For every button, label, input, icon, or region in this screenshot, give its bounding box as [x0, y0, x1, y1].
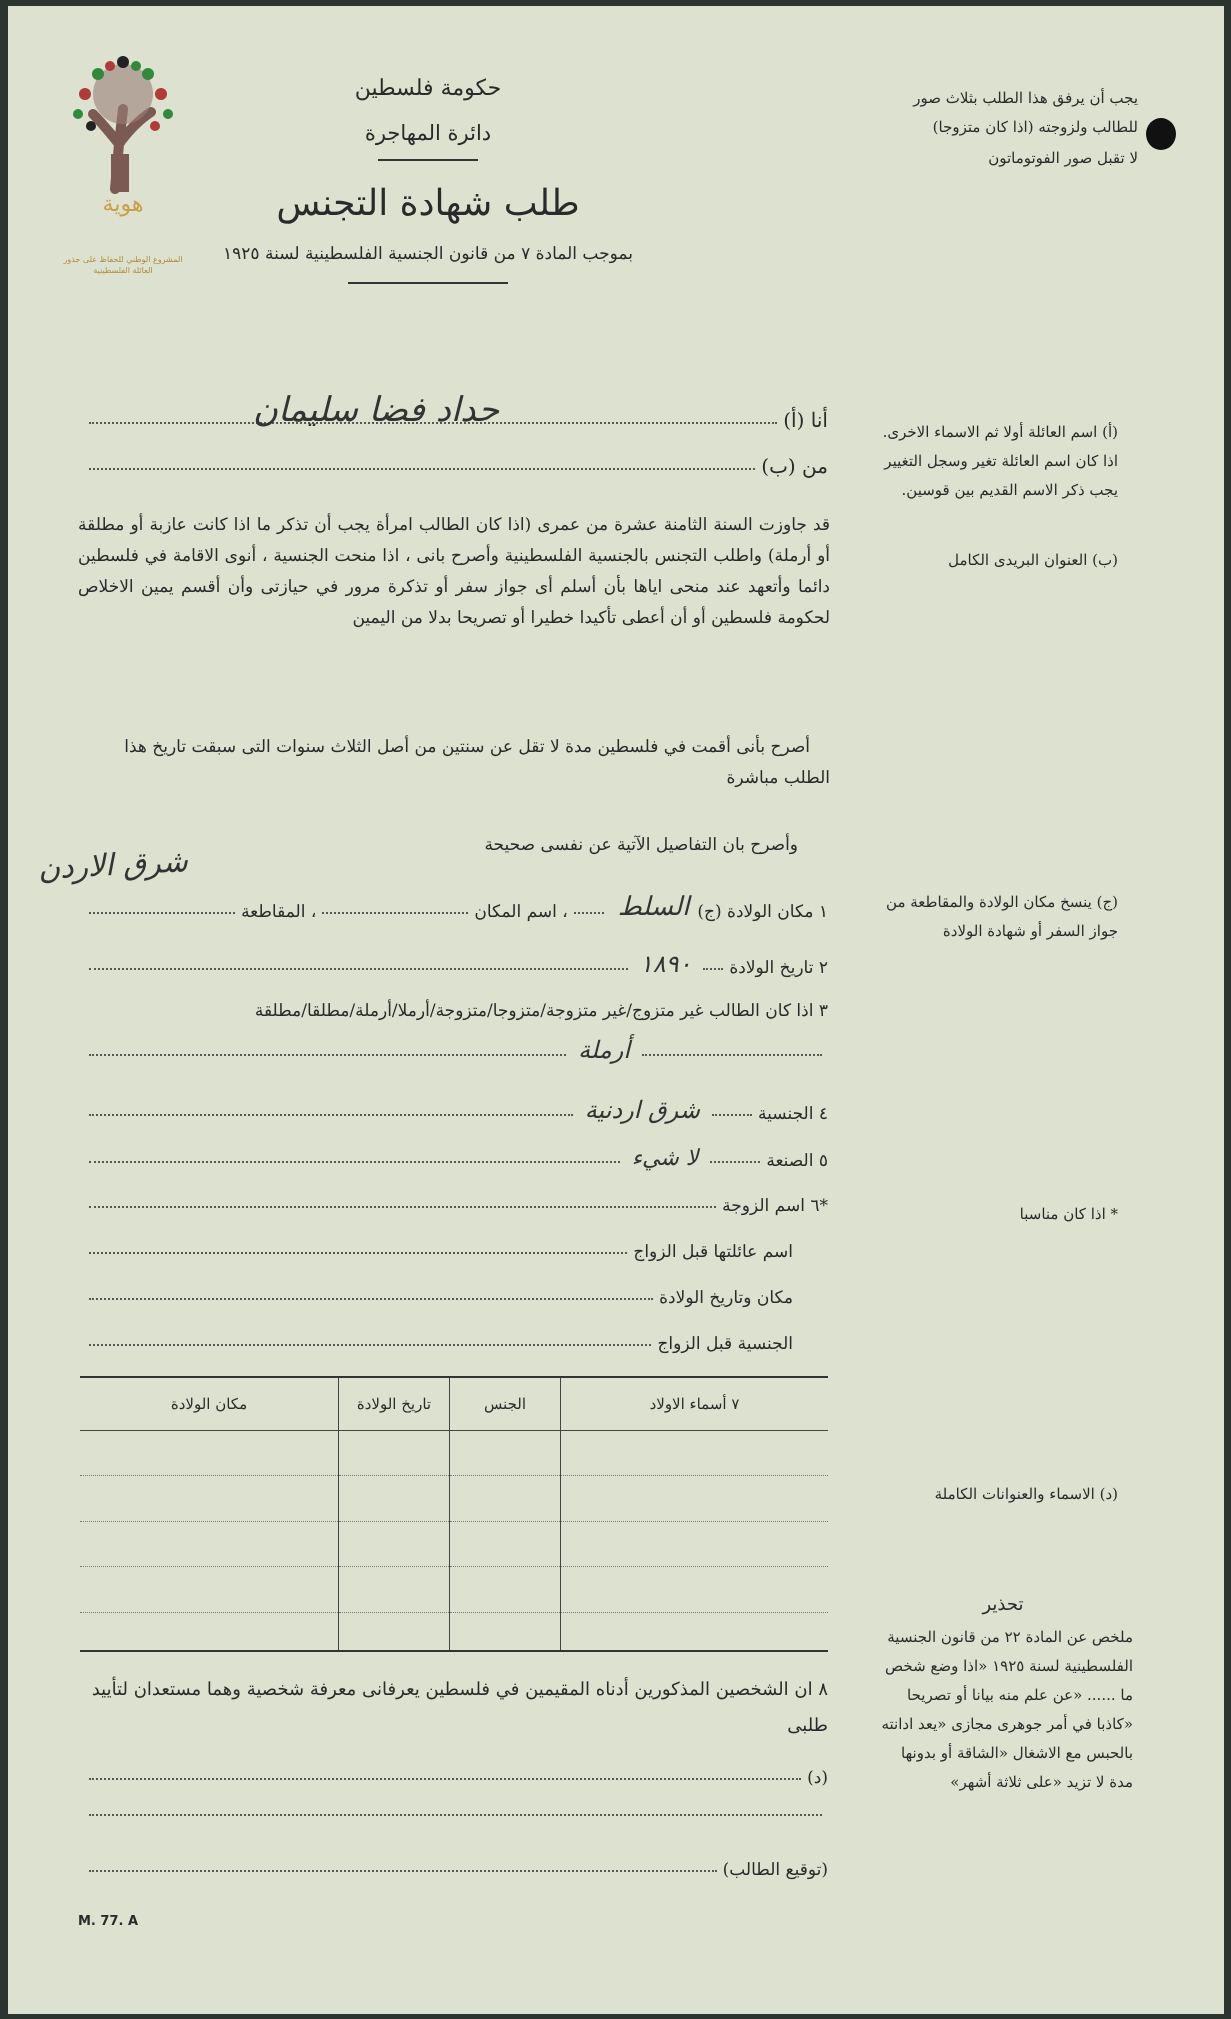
district-label: ، المقاطعة	[241, 902, 317, 922]
birthplace-label: ١ مكان الولادة (ج)	[697, 902, 828, 922]
label-b: من (ب)	[761, 454, 828, 478]
label-a: أنا (أ)	[783, 408, 828, 432]
department-name: دائرة المهاجرة	[364, 121, 492, 145]
government-name: حكومة فلسطين	[354, 76, 502, 101]
nationality-value: شرق اردنية	[584, 1096, 701, 1124]
wife-nationality-label: الجنسية قبل الزواج	[657, 1334, 793, 1354]
applicant-name-handwritten: حداد فضا سليمان	[253, 390, 500, 430]
margin-handwriting: شرق الاردن	[37, 844, 189, 887]
logo-wordmark: هوية	[102, 192, 144, 217]
birthdate-label: ٢ تاريخ الولادة	[729, 958, 828, 978]
children-col-names: ٧ أسماء الاولاد	[561, 1378, 829, 1431]
children-col-birthdate: تاريخ الولادة	[339, 1378, 450, 1431]
status-value: أرملة	[578, 1036, 630, 1064]
table-row	[80, 1476, 828, 1521]
wife-nationality-line	[83, 1334, 793, 1354]
logo-subtitle: المشروع الوطني للحفاظ على جذور العائلة الفلسطينية	[63, 255, 183, 275]
punch-hole	[1146, 118, 1176, 150]
status-line	[83, 1036, 828, 1064]
side-note-b: (ب) العنوان البريدى الكامل	[948, 551, 1118, 569]
side-note-star: * اذا كان مناسبا	[1019, 1205, 1118, 1223]
table-row	[80, 1431, 828, 1476]
table-row	[80, 1567, 828, 1612]
address-line	[83, 454, 828, 478]
occupation-value: لا شيء	[631, 1146, 699, 1171]
birthplace-value: السلط	[617, 892, 690, 922]
table-row	[80, 1612, 828, 1650]
header	[218, 76, 638, 284]
declaration-p2: أصرح بأنى أقمت في فلسطين مدة لا تقل عن سنتين من أصل الثلاث سنوات التى سبقت تاريخ هذا الطلب مباشرة	[124, 737, 830, 788]
photo-note-text: يجب أن يرفق هذا الطلب بثلاث صور للطالب ولزوجته (اذا كان متزوجا)	[913, 89, 1138, 136]
section8-blank-line	[83, 1814, 828, 1824]
side-note-a: (أ) اسم العائلة أولا ثم الاسماء الاخرى. اذا كان اسم العائلة تغير وسجل التغيير يجب ذكر الاسم القديم بين قوسين.	[882, 423, 1118, 499]
logo	[63, 54, 183, 275]
section8-d-label: (د)	[807, 1768, 828, 1788]
section8-d-line	[83, 1768, 828, 1788]
side-note-d: (د) الاسماء والعنوانات الكاملة	[934, 1485, 1118, 1503]
wife-name-label: *٦ اسم الزوجة	[722, 1196, 828, 1216]
form-code: M. 77. A	[78, 1914, 139, 1929]
applicant-name-line	[83, 390, 828, 432]
signature-label: (توقيع الطالب)	[722, 1860, 828, 1880]
nationality-label: ٤ الجنسية	[758, 1104, 828, 1124]
birthdate-value: ١٨٩٠	[639, 950, 692, 978]
section8-text: ٨ ان الشخصين المذكورين أدناه المقيمين في فلسطين يعرفانى معرفة شخصية وهما مستعدان لتأييد طلبى	[91, 1679, 828, 1736]
occupation-line	[83, 1146, 828, 1171]
wife-birth-line	[83, 1288, 793, 1308]
status-label: ٣ اذا كان الطالب غير متزوج/غير متزوجة/متزوجا/متزوجة/أرملا/أرملة/مطلقا/مطلقة	[254, 1001, 828, 1021]
form-title: طلب شهادة التجنس	[276, 183, 580, 224]
side-note-c: (ج) ينسخ مكان الولادة والمقاطعة من جواز السفر أو شهادة الولادة	[886, 893, 1118, 940]
declaration-p3: وأصرح بان التفاصيل الآتية عن نفسى صحيحة	[484, 835, 798, 855]
document-page	[8, 6, 1224, 2014]
wife-birth-label: مكان وتاريخ الولادة	[659, 1288, 793, 1308]
wife-maiden-line	[83, 1242, 793, 1262]
nationality-line	[83, 1096, 828, 1124]
wife-maiden-label: اسم عائلتها قبل الزواج	[633, 1242, 793, 1262]
signature-line	[83, 1860, 828, 1880]
declaration-p1: قد جاوزت السنة الثامنة عشرة من عمرى (اذا كان الطالب امرأة يجب أن تذكر ما اذا كانت عازبة أو مطلقة أو أرملة) واطلب التجنس بالجنسية الفلسطينية وأصرح بانى ، اذا منحت الجنسية ، أنوى الاقامة في فلسطين دائما وأتعهد عند منحى اياها بأن أسلم أى جواز سفر أو تذكرة مرور في حيازتى وأن أقسم يمين الاخلاص لحكومة فلسطين أو أن أعطى تأكيدا خطيرا أو تصريحا بدلا من اليمين	[78, 515, 830, 628]
tree-logo-icon	[63, 54, 183, 194]
table-row	[80, 1521, 828, 1566]
wife-name-line	[83, 1196, 828, 1216]
birthplace-line	[83, 892, 828, 922]
photo-note-warning: لا تقبل صور الفوتوماتون	[988, 149, 1138, 167]
birthdate-line	[83, 950, 828, 978]
children-table	[80, 1376, 828, 1652]
warning-title: تحذير	[982, 1594, 1024, 1615]
form-subtitle: بموجب المادة ٧ من قانون الجنسية الفلسطينية لسنة ١٩٢٥	[223, 244, 633, 264]
place-name-label: ، اسم المكان	[474, 902, 568, 922]
photo-note	[878, 84, 1138, 173]
children-col-sex: الجنس	[450, 1378, 561, 1431]
warning-text: ملخص عن المادة ٢٢ من قانون الجنسية الفلسطينية لسنة ١٩٢٥ «اذا وضع شخص ما ...... «عن علم منه بيانا أو تصريحا «كاذبا في أمر جوهرى مجازى «يعد ادانته بالحبس مع الاشغال «الشاقة أو بدونها مدة لا تزيد «على ثلاثة أشهر»	[881, 1628, 1133, 1791]
occupation-label: ٥ الصنعة	[766, 1151, 828, 1171]
warning-box	[873, 1594, 1133, 1797]
children-col-birthplace: مكان الولادة	[80, 1378, 339, 1431]
